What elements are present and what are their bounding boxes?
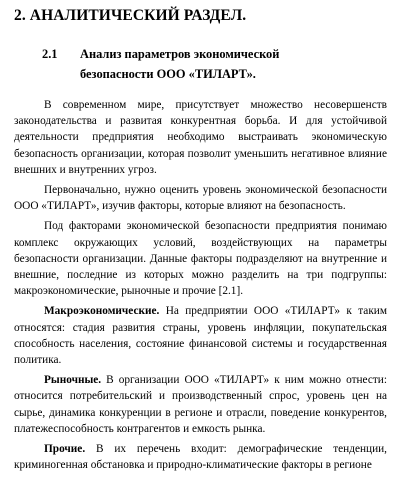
section-heading [14,44,387,84]
paragraph-macroeconomic [14,303,387,368]
paragraph-assessment [14,182,387,214]
paragraph-intro [14,97,387,178]
paragraph-text: В их перечень входит: демографические тенденции, криминогенная обстановка и природно-климатические факторы в регионе [14,443,387,472]
section-number: 2.1 [42,47,58,61]
paragraph-text: Первоначально, нужно оценить уровень экономической безопасности ООО «ТИЛАРТ», изучив факторы, которые влияют на безопасность. [14,184,387,213]
chapter-heading: 2. АНАЛИТИЧЕСКИЙ РАЗДЕЛ. [14,7,247,24]
paragraph-text: Под факторами экономической безопасности предприятия понимаю комплекс окружающих условий, воздействующих на параметры безопасности организации. Данные факторы подразделяют на внутренние и внешние, последние из которых можно разделить на три подгруппы: макроэкономические, рыночные и прочие [2.1]. [14,220,387,298]
paragraph-text: На предприятии ООО «ТИЛАРТ» к таким относятся: стадия развития страны, уровень инфляции, покупательская способность населения, состояние финансовой системы и государственная политика. [14,305,387,367]
paragraph-lead: Рыночные. [44,374,102,387]
paragraph-lead: Макроэкономические. [44,305,160,318]
paragraph-text: В современном мире, присутствует множество несовершенств законодательства и развитая конкурентная борьба. И для устойчивой деятельности предприятия необходимо выстраивать экономическую безопасность организации, которая позволит уменьшить негативное влияние внешних и внутренних угроз. [14,99,387,176]
paragraph-lead: Прочие. [44,443,86,456]
paragraph-market [14,372,387,437]
paragraph-text: В организации ООО «ТИЛАРТ» к ним можно отнести: относится потребительский и производственный спрос, уровень цен на сырье, динамика конкуренции в регионе и отрасли, поведение конкурентов, платежеспособность контрагентов и емкость рынка. [14,374,387,435]
paragraph-factors [14,218,387,299]
paragraph-other [14,441,387,473]
section-title: Анализ параметров экономической безопасности ООО «ТИЛАРТ». [80,47,280,81]
